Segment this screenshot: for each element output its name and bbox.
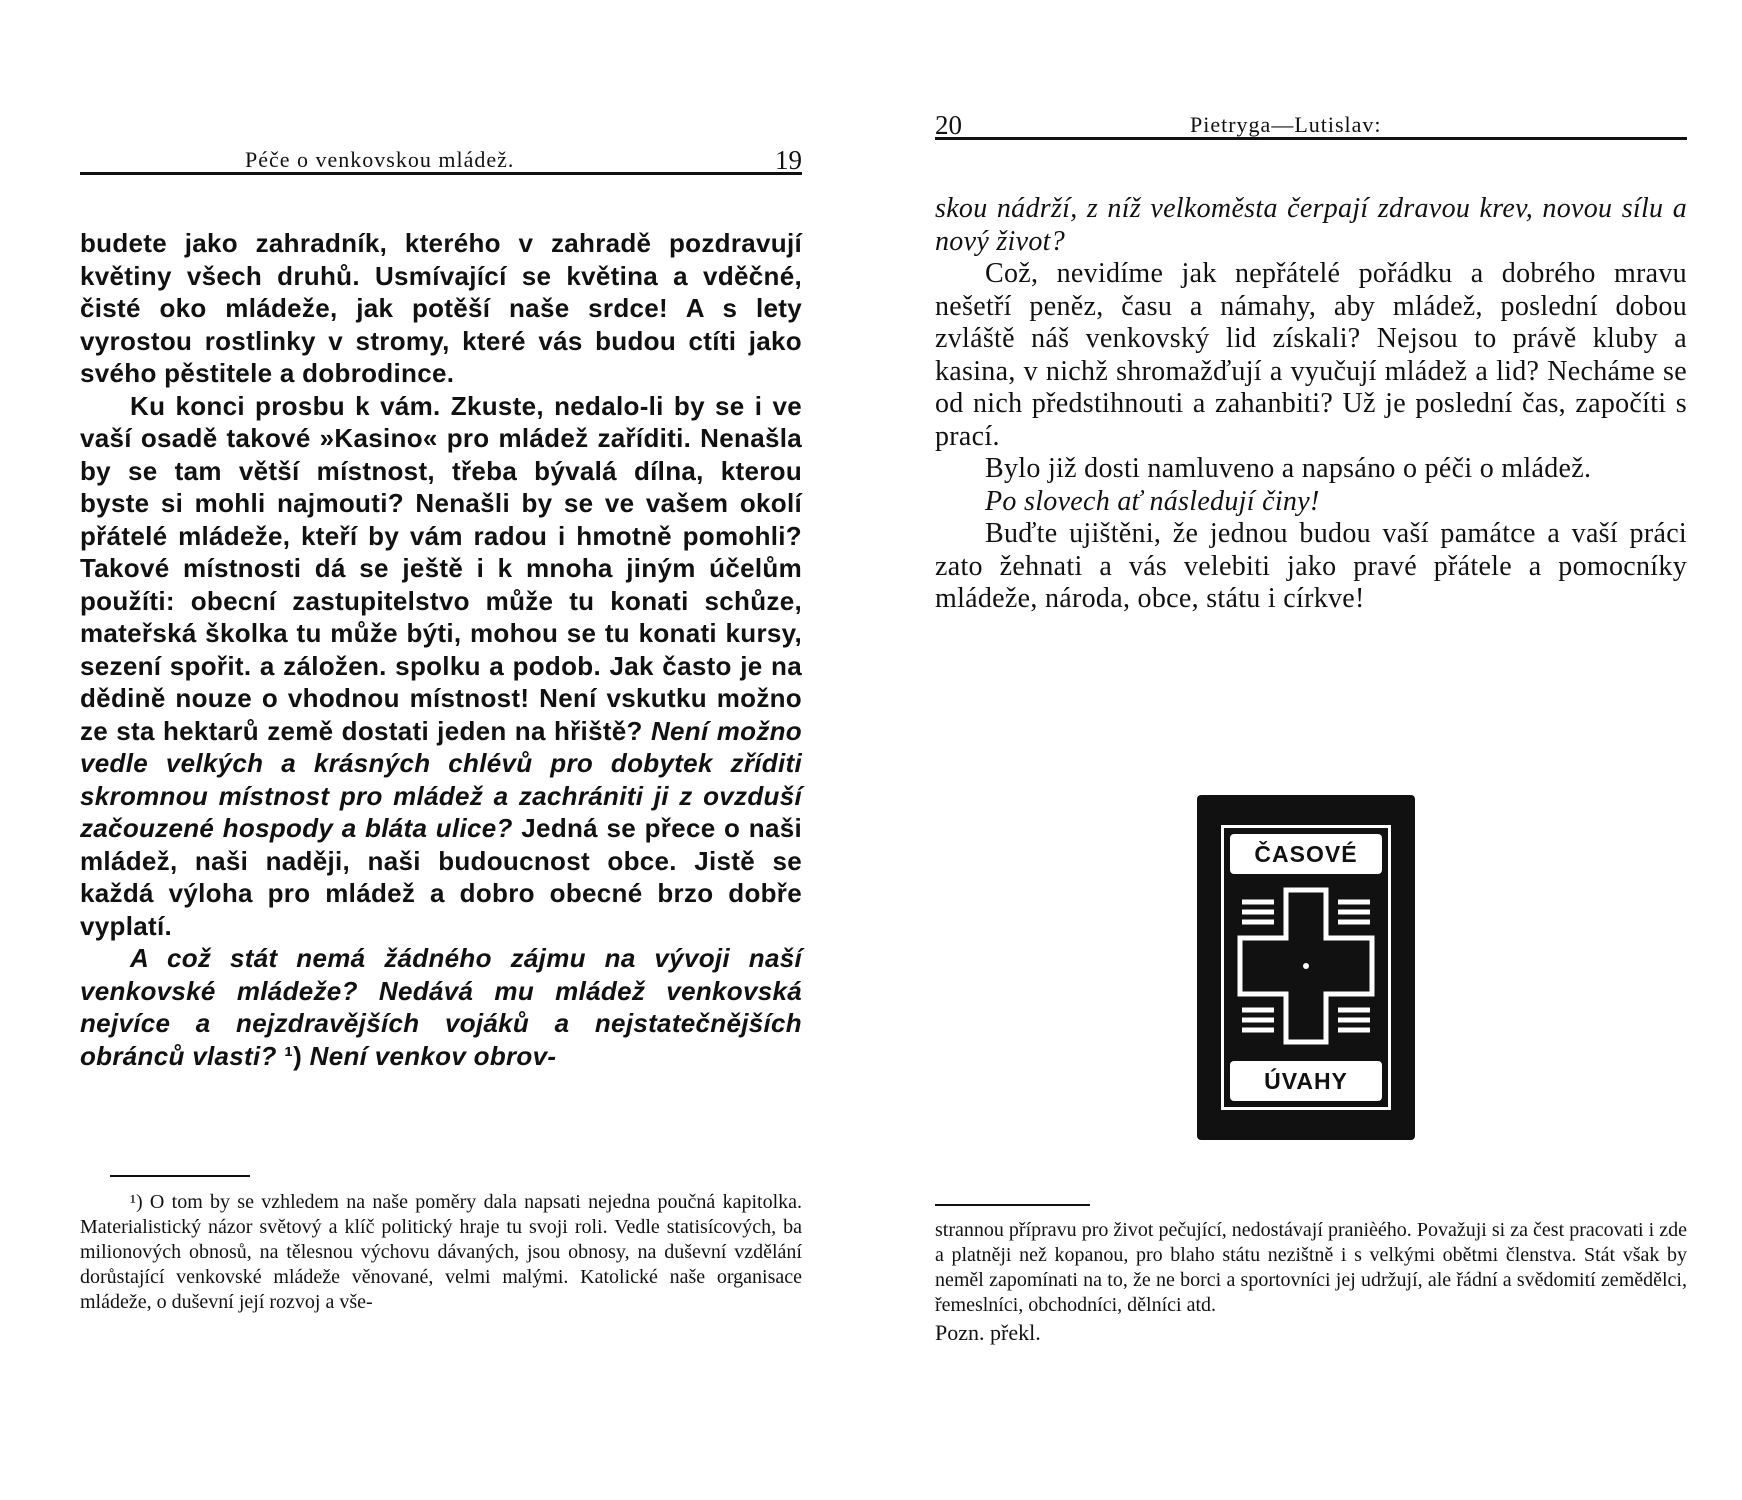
paragraph: Ku konci prosbu k vám. Zkuste, nedalo-li by se i ve vaší osadě takové »Kasino« pro mládež zaříditi. Nenašla by se tam větší místnost, třeba bývalá dílna, kterou byste si mohli najmouti? Nenašli by se ve vašem okolí přátelé mládeže, kteří by vám radou i hmotně pomohli? Takové místnosti dá se ještě i k mnoha jiným účelům použíti: obecní zastupitelstvo může tu konati schůze, mateřská školka tu může býti, mohou se tu konati kursy, sezení spořit. a záložen. spolku a podob. Jak často je na dědině nouze o vhodnou místnost! Není vskutku možno ze sta hektarů země dostati jeden na hřiště? Není možno vedle velkých a krásných chlévů pro dobytek zříditi skromnou místnost pro mládež a zachrániti ji z ovzduší začouzené hospody a bláta ulice? Jedná se přece o naši mládež, naši naději, naši budoucnost obce. Jistě se každá výloha pro mládež a dobro obecné brzo dobře vyplatí. xyxy=(80,390,802,941)
page-number: 19 xyxy=(775,145,802,175)
logo-bottom-label: ÚVAHY xyxy=(1230,1061,1382,1101)
paragraph: Bylo již dosti namluveno a napsáno o péči o mládež. xyxy=(985,453,1592,484)
left-body-text xyxy=(80,227,802,1072)
right-body-text xyxy=(935,193,1687,616)
paragraph: skou nádrží, z níž velkoměsta čerpají zdravou krev, novou sílu a nový život? xyxy=(935,193,1687,257)
footnote-marker: ¹) xyxy=(284,1040,303,1071)
left-page-header xyxy=(80,145,802,175)
paragraph: A což stát nemá žádného zájmu na vývoji naší venkovské mládeže? Nedává mu mládež venkovská nejvíce a nejzdravějších vojáků a nejstatečnějších obránců vlasti? ¹) Není venkov obrov- xyxy=(80,943,802,1071)
footnote-rule xyxy=(110,1175,250,1177)
footnote: strannou přípravu pro život pečující, nedostávají pranièého. Považuji si za čest pracovati i zde a platněji než kopanou, pro blaho státu nezištně i s velkými obětmi členstva. Stát však by neměl zapomínati na to, že ne borci a sportovníci jej udržují, ale řádní a svědomití zemědělci, řemeslníci, obchodníci, dělníci atd. Pozn. překl. xyxy=(935,1219,1687,1345)
running-head: Péče o venkovskou mládež. xyxy=(245,147,515,172)
paragraph: Po slovech ať následují činy! xyxy=(985,485,1320,517)
footnote-rule xyxy=(935,1204,1090,1206)
paragraph: budete jako zahradník, kterého v zahradě pozdravují květiny všech druhů. Usmívající se květina a vděčné, čisté oko mládeže, jak potěší naše srdce! A s lety vyrostou rostlinky v stromy, které vás budou ctíti jako svého pěstitele a dobrodince. xyxy=(80,228,802,388)
right-page-header xyxy=(935,110,1687,140)
header-rule xyxy=(80,172,802,175)
header-rule xyxy=(935,137,1687,140)
logo-top-label: ČASOVÉ xyxy=(1230,834,1382,874)
running-head: Pietryga—Lutislav: xyxy=(1190,112,1382,137)
logo-frame xyxy=(1221,825,1391,1110)
footnote: ¹) O tom by se vzhledem na naše poměry dala napsati nejedna poučná kapitolka. Materialistický názor světový a klíč politický hraje tu svoji roli. Vedle statisícových, ba milionových obnosů, na tělesnou výchovu dávaných, jsou obnosy, na duševní vzdělání dorůstající venkovské mládeže věnované, velmi malými. Katolické naše organisace mládeže, o duševní její rozvoj a vše- xyxy=(80,1191,802,1313)
casove-uvahy-logo xyxy=(1197,795,1415,1140)
footnote-signature: Pozn. překl. xyxy=(935,1320,1041,1345)
cross-icon xyxy=(1230,880,1382,1052)
paragraph: Což, nevidíme jak nepřátelé pořádku a dobrého mravu nešetří peněz, času a námahy, aby mládež, poslední dobou zvláště náš venkovský lid získali? Nejsou to právě kluby a kasina, v nichž shromažďují a vyučují mládež a lid? Necháme se od nich předstihnouti a zahanbiti? Už je poslední čas, započíti s prací. xyxy=(935,258,1687,452)
page-number: 20 xyxy=(935,110,962,140)
paragraph: Buďte ujištěni, že jednou budou vaší památce a vaší práci zato žehnati a vás velebiti jako pravé přátele a pomocníky mládeže, národa, obce, státu i církve! xyxy=(935,518,1687,614)
